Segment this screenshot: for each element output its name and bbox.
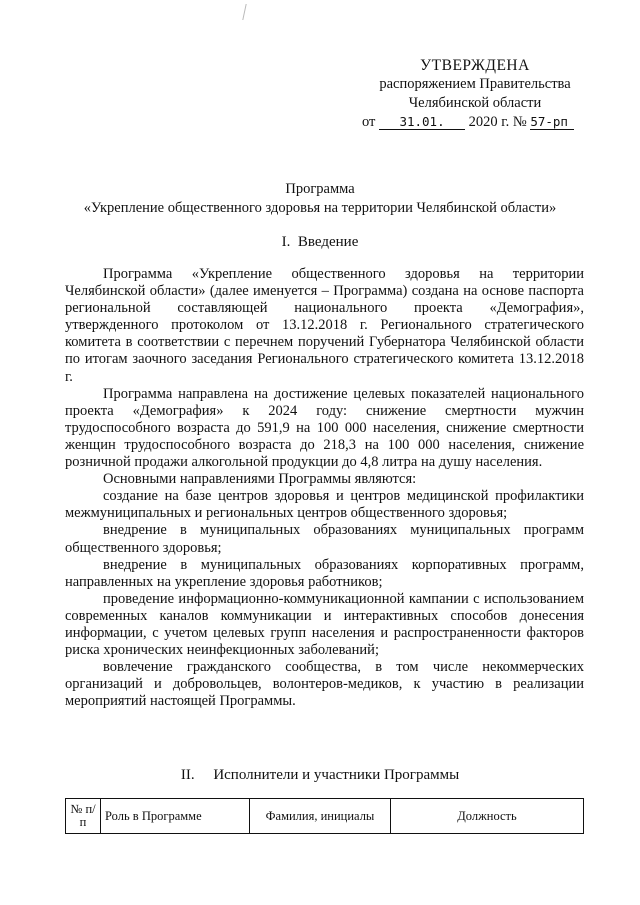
approval-number-line	[360, 113, 590, 132]
paragraph: Программа направлена на достижение целевых показателей национального проекта «Демография» к 2024 году: снижение смертности мужчин трудоспособного возраста до 591,9 на 100 000 населения, снижение смертности женщин трудоспособного возраста до 218,3 на 100 000 населения, снижение розничной продажи алкогольной продукции до 4,8 литра на душу населения.	[65, 385, 584, 471]
column-header-number: № п/п	[66, 799, 101, 834]
participants-table	[65, 798, 584, 834]
column-header-position: Должность	[391, 799, 584, 834]
section-2-heading: II. Исполнители и участники Программы	[180, 767, 460, 783]
paragraph: внедрение в муниципальных образованиях корпоративных программ, направленных на укрепление здоровья работников;	[65, 556, 584, 590]
handwritten-number: 57-рп	[530, 115, 574, 130]
section-1-body	[65, 266, 584, 710]
approval-line-1: распоряжением Правительства	[379, 76, 571, 92]
approval-stamp	[360, 56, 590, 132]
paragraph: внедрение в муниципальных образованиях муниципальных программ общественного здоровья;	[65, 522, 584, 556]
from-label: от	[362, 114, 376, 130]
paragraph: Программа «Укрепление общественного здоровья на территории Челябинской области» (далее именуется – Программа) создана на основе паспорта региональной составляющей национального проекта «Демография», утвержденного протоколом от 13.12.2018 г. Регионального стратегического комитета в соответствии с перечнем поручений Губернатора Челябинской области по итогам заочного заседания Регионального стратегического комитета 13.12.2018 г.	[65, 266, 584, 385]
paragraph: создание на базе центров здоровья и центров медицинской профилактики межмуниципальных и региональных центров общественного здоровья;	[65, 488, 584, 522]
table-header-row	[66, 799, 584, 834]
column-header-role: Роль в Программе	[101, 799, 250, 834]
scan-artifact	[242, 4, 248, 20]
section-1-heading: I. Введение	[281, 234, 359, 250]
program-name: «Укрепление общественного здоровья на территории Челябинской области»	[83, 200, 557, 216]
paragraph: проведение информационно-коммуникационной кампании с использованием современных каналов коммуникации и интерактивных способов донесения информации, с учетом целевых групп населения и распространенности факторов риска хронических неинфекционных заболеваний;	[65, 590, 584, 659]
approval-title: УТВЕРЖДЕНА	[420, 57, 530, 74]
paragraph: Основными направлениями Программы являются:	[103, 471, 417, 488]
program-heading: Программа	[285, 181, 355, 197]
year-label: 2020 г. №	[468, 114, 527, 130]
handwritten-date: 31.01.	[379, 115, 465, 130]
approval-line-2: Челябинской области	[408, 95, 542, 111]
column-header-name: Фамилия, инициалы	[250, 799, 391, 834]
program-title-block	[60, 180, 580, 218]
paragraph: вовлечение гражданского сообщества, в том числе некоммерческих организаций и добровольцев, волонтеров-медиков, к участию в реализации мероприятий настоящей Программы.	[65, 659, 584, 710]
